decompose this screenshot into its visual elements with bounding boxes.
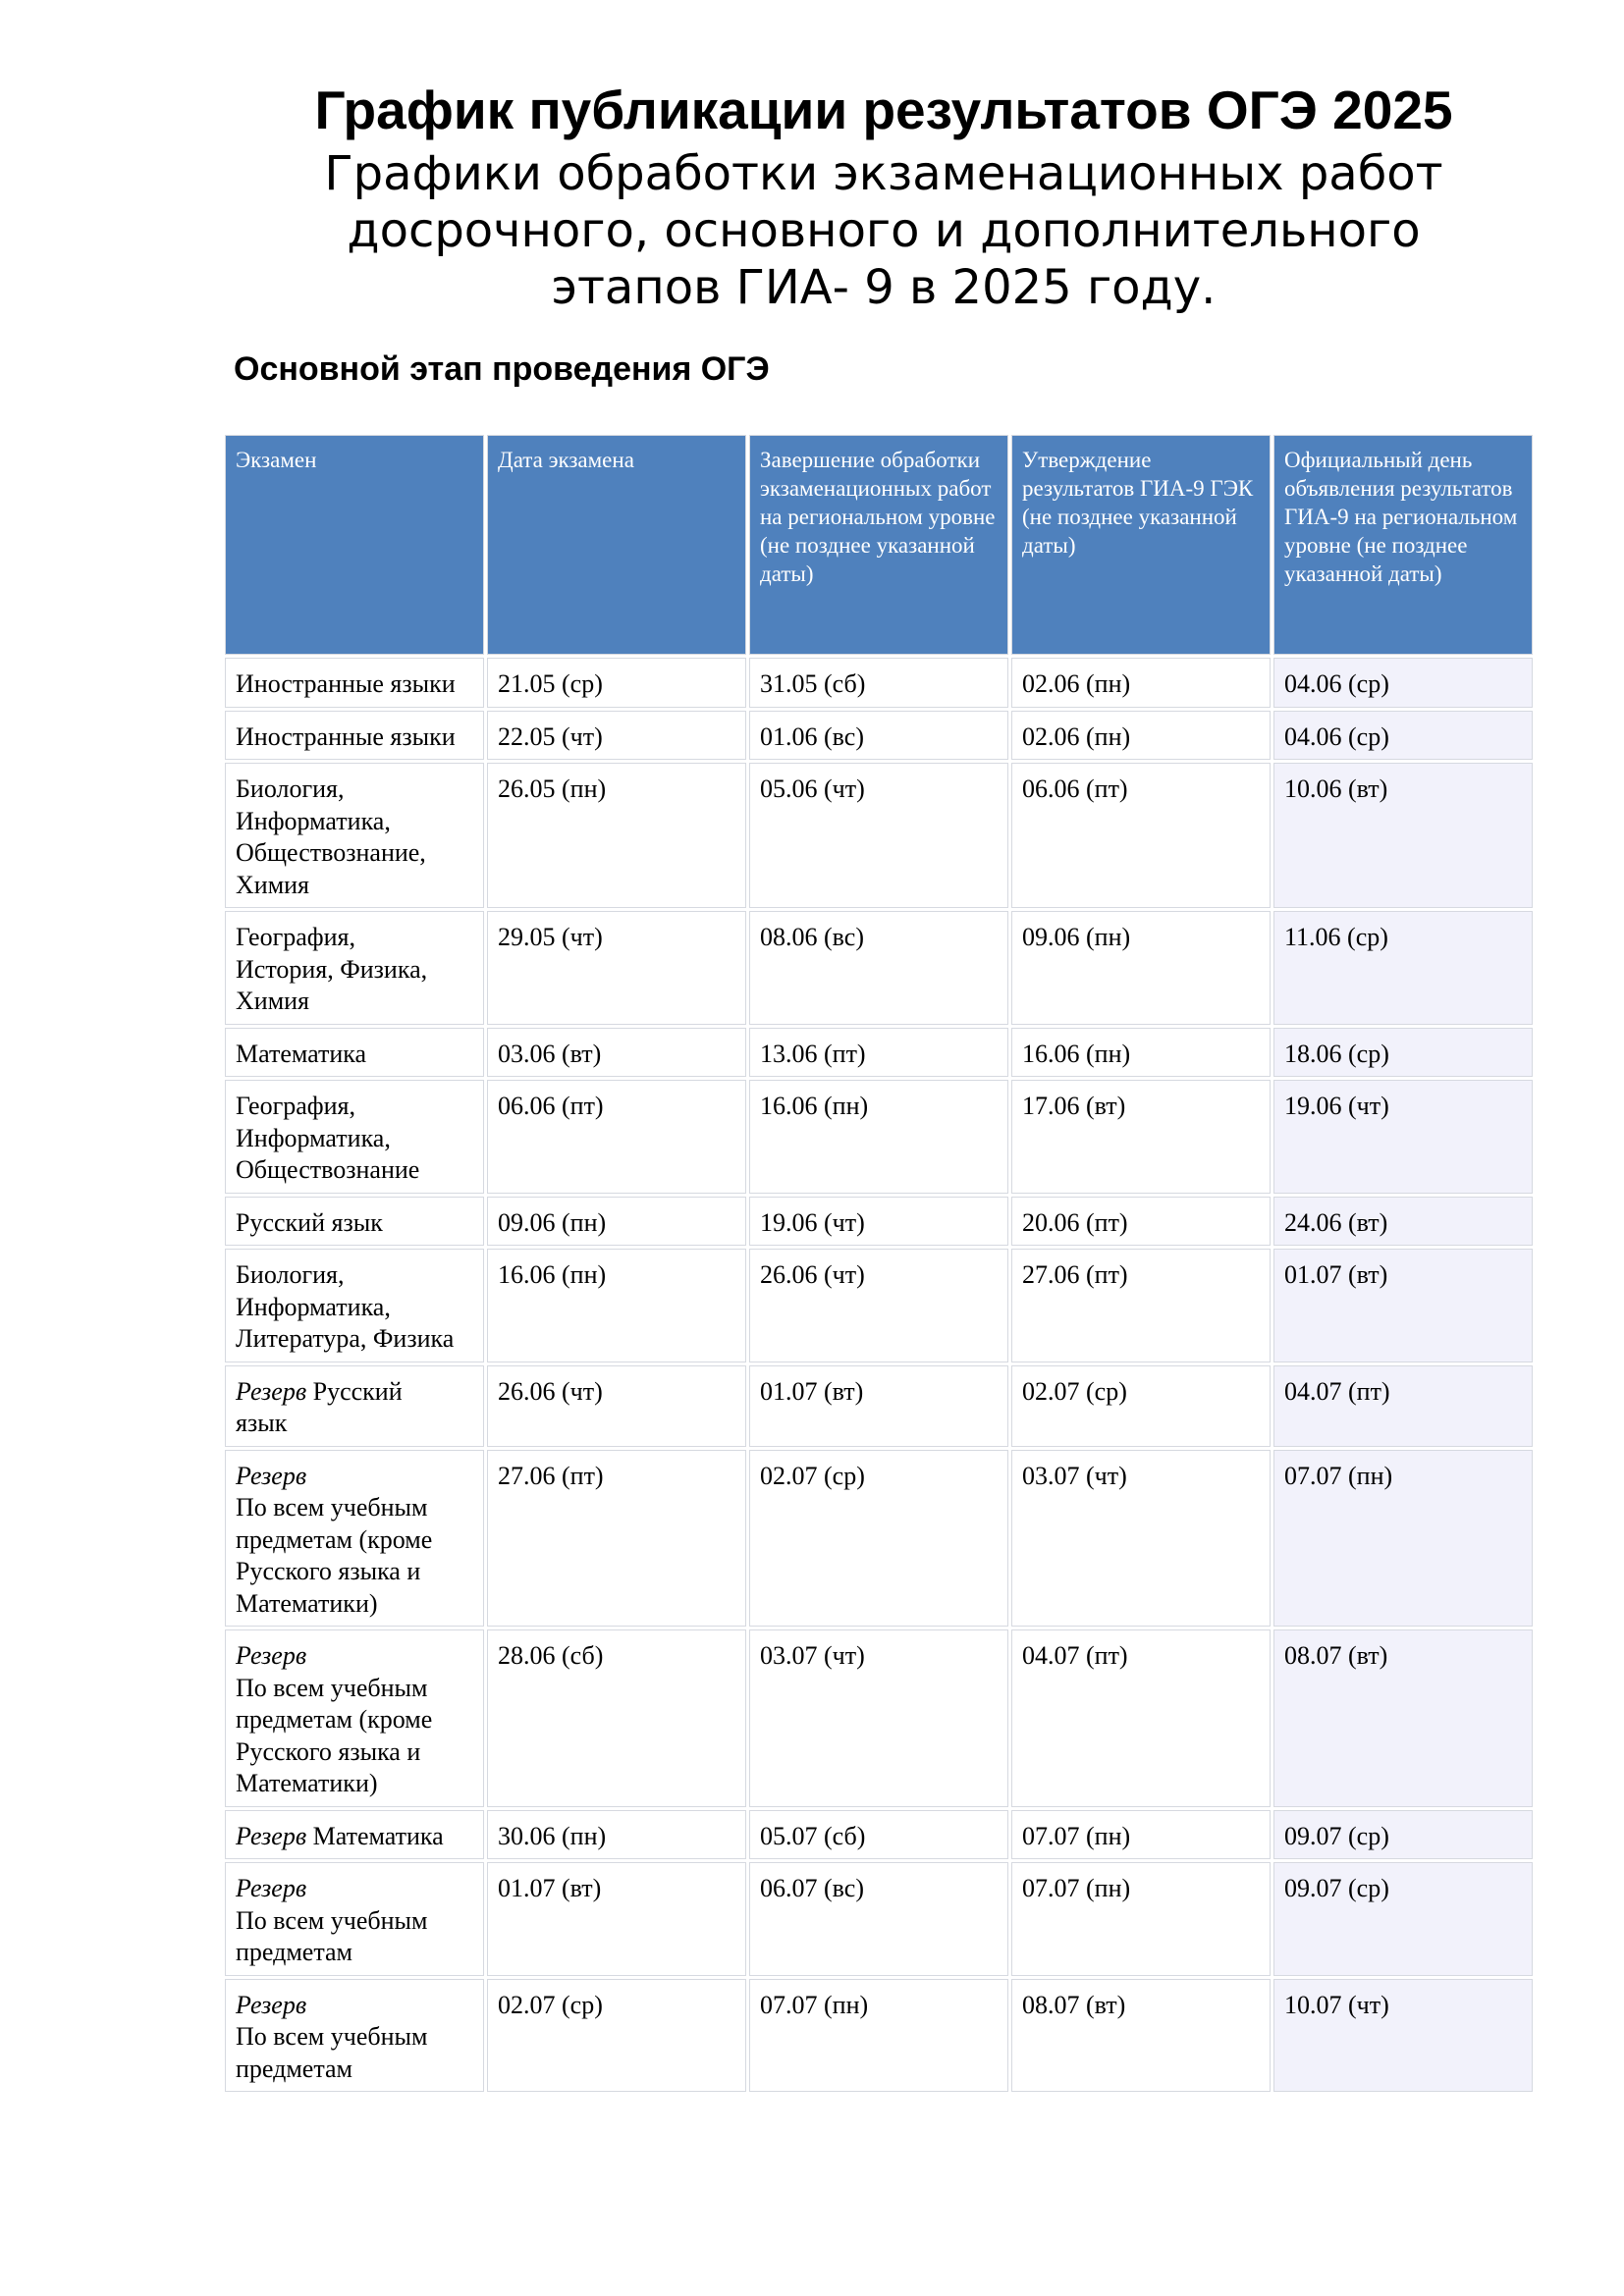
column-header-exam-date: Дата экзамена [487, 435, 746, 655]
cell-exam [225, 1249, 484, 1362]
cell-exam [225, 1197, 484, 1247]
cell-announcement-date: 09.07 (ср) [1273, 1810, 1533, 1860]
cell-processing-deadline: 16.06 (пн) [749, 1080, 1008, 1194]
cell-exam [225, 1028, 484, 1078]
cell-exam-date: 01.07 (вт) [487, 1862, 746, 1976]
table-row [225, 1197, 1533, 1247]
cell-approval-deadline: 09.06 (пн) [1011, 911, 1271, 1025]
cell-announcement-date: 09.07 (ср) [1273, 1862, 1533, 1976]
cell-processing-deadline: 31.05 (сб) [749, 658, 1008, 708]
exam-name: Математика [306, 1821, 444, 1850]
cell-exam [225, 1629, 484, 1807]
table-row [225, 1810, 1533, 1860]
cell-processing-deadline: 06.07 (вс) [749, 1862, 1008, 1976]
cell-approval-deadline: 02.06 (пн) [1011, 658, 1271, 708]
reserve-label: Резерв [236, 1821, 307, 1850]
cell-approval-deadline: 03.07 (чт) [1011, 1450, 1271, 1628]
table-row [225, 763, 1533, 908]
reserve-label: Резерв [236, 1641, 307, 1670]
reserve-label: Резерв [236, 1376, 307, 1406]
cell-exam [225, 763, 484, 908]
cell-announcement-date: 01.07 (вт) [1273, 1249, 1533, 1362]
exam-name: География, История, Физика, Химия [236, 923, 428, 1015]
title-block [255, 75, 1512, 316]
table-row [225, 711, 1533, 761]
cell-exam-date: 16.06 (пн) [487, 1249, 746, 1362]
cell-exam [225, 1979, 484, 2093]
cell-exam-date: 22.05 (чт) [487, 711, 746, 761]
cell-processing-deadline: 05.07 (сб) [749, 1810, 1008, 1860]
cell-exam-date: 02.07 (ср) [487, 1979, 746, 2093]
exam-name: По всем учебным предметам [236, 1905, 428, 1966]
column-header-exam: Экзамен [225, 435, 484, 655]
cell-announcement-date: 24.06 (вт) [1273, 1197, 1533, 1247]
table-header-row [225, 435, 1533, 655]
cell-approval-deadline: 08.07 (вт) [1011, 1979, 1271, 2093]
cell-exam-date: 26.05 (пн) [487, 763, 746, 908]
cell-processing-deadline: 19.06 (чт) [749, 1197, 1008, 1247]
page-title: График публикации результатов ОГЭ 2025 [314, 80, 1453, 140]
table-row [225, 1365, 1533, 1447]
cell-exam [225, 1080, 484, 1194]
cell-exam [225, 658, 484, 708]
exam-name: Русский язык [236, 1207, 383, 1237]
subtitle-line-2: досрочного, основного и дополнительного [347, 203, 1421, 258]
exam-name: По всем учебным предметам [236, 2022, 428, 2083]
table-row [225, 1080, 1533, 1194]
cell-announcement-date: 11.06 (ср) [1273, 911, 1533, 1025]
cell-exam [225, 1365, 484, 1447]
column-header-processing: Завершение обработки экзаменационных работ на региональном уровне (не позднее указанной даты) [749, 435, 1008, 655]
cell-approval-deadline: 04.07 (пт) [1011, 1629, 1271, 1807]
cell-processing-deadline: 08.06 (вс) [749, 911, 1008, 1025]
exam-name: География, Информатика, Обществознание [236, 1092, 420, 1184]
exam-schedule-table [222, 432, 1536, 2095]
exam-name: По всем учебным предметам (кроме Русского языка и Математики) [236, 1673, 433, 1797]
cell-exam-date: 29.05 (чт) [487, 911, 746, 1025]
cell-announcement-date: 07.07 (пн) [1273, 1450, 1533, 1628]
table-row [225, 1249, 1533, 1362]
exam-name: Биология, Информатика, Литература, Физика [236, 1260, 455, 1353]
exam-name: Иностранные языки [236, 721, 456, 751]
cell-approval-deadline: 07.07 (пн) [1011, 1862, 1271, 1976]
cell-approval-deadline: 27.06 (пт) [1011, 1249, 1271, 1362]
cell-processing-deadline: 03.07 (чт) [749, 1629, 1008, 1807]
cell-processing-deadline: 02.07 (ср) [749, 1450, 1008, 1628]
column-header-approval: Утверждение результатов ГИА-9 ГЭК (не позднее указанной даты) [1011, 435, 1271, 655]
cell-processing-deadline: 26.06 (чт) [749, 1249, 1008, 1362]
cell-processing-deadline: 05.06 (чт) [749, 763, 1008, 908]
cell-approval-deadline: 02.07 (ср) [1011, 1365, 1271, 1447]
cell-processing-deadline: 01.07 (вт) [749, 1365, 1008, 1447]
exam-name: Русский язык [236, 1376, 403, 1437]
cell-exam-date: 28.06 (сб) [487, 1629, 746, 1807]
reserve-label: Резерв [236, 1461, 307, 1490]
cell-exam [225, 1450, 484, 1628]
cell-announcement-date: 10.06 (вт) [1273, 763, 1533, 908]
cell-approval-deadline: 07.07 (пн) [1011, 1810, 1271, 1860]
cell-approval-deadline: 20.06 (пт) [1011, 1197, 1271, 1247]
table-row [225, 911, 1533, 1025]
cell-announcement-date: 19.06 (чт) [1273, 1080, 1533, 1194]
cell-processing-deadline: 13.06 (пт) [749, 1028, 1008, 1078]
table-body [225, 658, 1533, 2092]
reserve-label: Резерв [236, 1874, 307, 1902]
cell-exam-date: 06.06 (пт) [487, 1080, 746, 1194]
cell-processing-deadline: 01.06 (вс) [749, 711, 1008, 761]
cell-exam [225, 1862, 484, 1976]
table-row [225, 1979, 1533, 2093]
subtitle-line-1: Графики обработки экзаменационных работ [324, 146, 1443, 201]
cell-exam [225, 1810, 484, 1860]
cell-exam-date: 26.06 (чт) [487, 1365, 746, 1447]
cell-announcement-date: 10.07 (чт) [1273, 1979, 1533, 2093]
cell-approval-deadline: 16.06 (пн) [1011, 1028, 1271, 1078]
reserve-label: Резерв [236, 1990, 307, 2019]
cell-exam [225, 711, 484, 761]
exam-name: Биология, Информатика, Обществознание, Химия [236, 774, 426, 899]
exam-name: По всем учебным предметам (кроме Русского языка и Математики) [236, 1493, 433, 1618]
table-row [225, 658, 1533, 708]
cell-processing-deadline: 07.07 (пн) [749, 1979, 1008, 2093]
cell-exam-date: 30.06 (пн) [487, 1810, 746, 1860]
cell-announcement-date: 18.06 (ср) [1273, 1028, 1533, 1078]
cell-exam [225, 911, 484, 1025]
cell-announcement-date: 04.06 (ср) [1273, 658, 1533, 708]
cell-exam-date: 03.06 (вт) [487, 1028, 746, 1078]
cell-announcement-date: 04.06 (ср) [1273, 711, 1533, 761]
exam-name: Иностранные языки [236, 669, 456, 698]
table-row [225, 1862, 1533, 1976]
cell-exam-date: 27.06 (пт) [487, 1450, 746, 1628]
table-row [225, 1629, 1533, 1807]
table-row [225, 1028, 1533, 1078]
section-title: Основной этап проведения ОГЭ [234, 350, 770, 388]
cell-announcement-date: 08.07 (вт) [1273, 1629, 1533, 1807]
cell-approval-deadline: 02.06 (пн) [1011, 711, 1271, 761]
cell-exam-date: 21.05 (ср) [487, 658, 746, 708]
cell-announcement-date: 04.07 (пт) [1273, 1365, 1533, 1447]
cell-exam-date: 09.06 (пн) [487, 1197, 746, 1247]
table-row [225, 1450, 1533, 1628]
cell-approval-deadline: 17.06 (вт) [1011, 1080, 1271, 1194]
column-header-announcement: Официальный день объявления результатов ГИА-9 на региональном уровне (не позднее указанной даты) [1273, 435, 1533, 655]
cell-approval-deadline: 06.06 (пт) [1011, 763, 1271, 908]
exam-name: Математика [236, 1039, 367, 1068]
subtitle-line-3: этапов ГИА- 9 в 2025 году. [551, 260, 1217, 315]
